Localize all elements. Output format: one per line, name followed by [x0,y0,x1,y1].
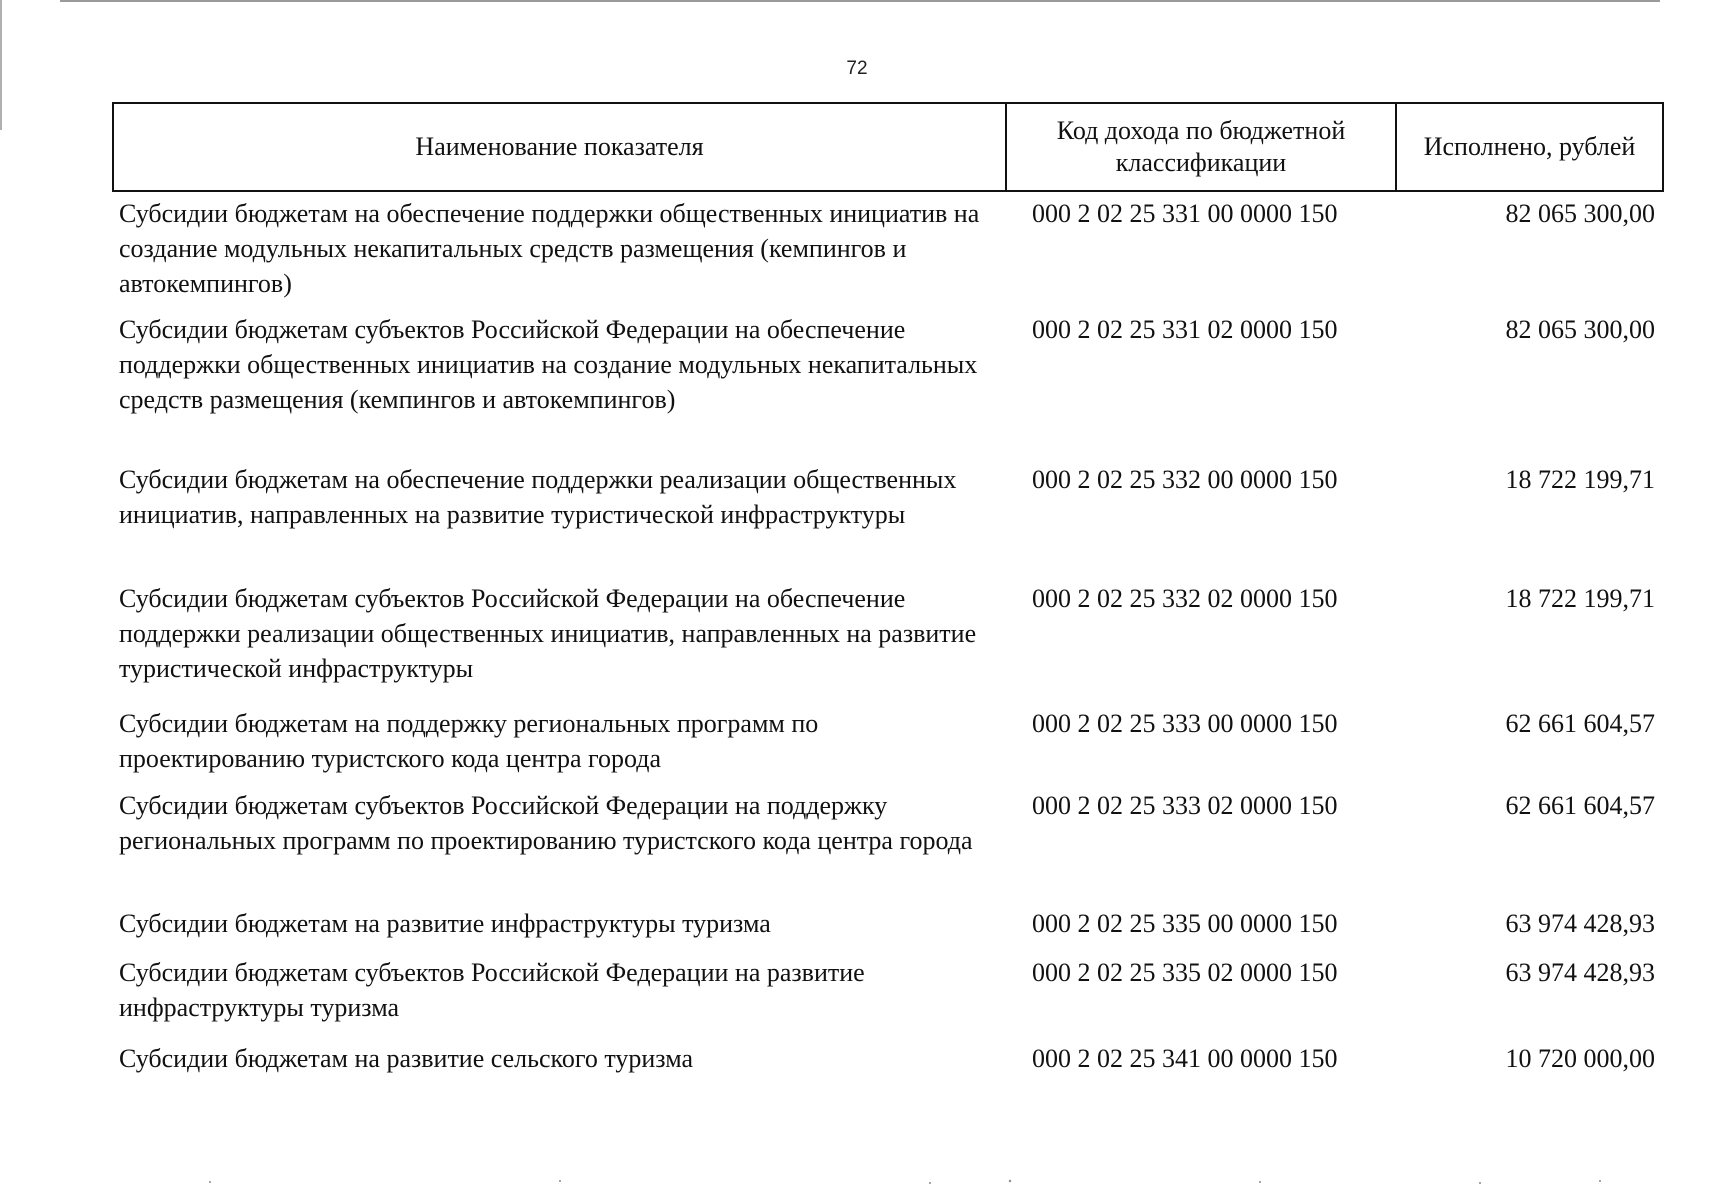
revenue-table [112,102,1664,1101]
row-name: Субсидии бюджетам на обеспечение поддержки общественных инициатив на создание модульных некапитальных средств размещения (кемпингов и автокемпингов) [119,199,980,298]
page-number: 72 [846,58,868,79]
table-row [113,955,1663,1041]
row-amount: 62 661 604,57 [1505,709,1655,738]
table-row [113,906,1663,955]
row-amount: 63 974 428,93 [1505,909,1655,938]
scan-edge-top [60,0,1660,2]
table-row [113,1041,1663,1101]
row-name: Субсидии бюджетам на поддержку региональных программ по проектированию туристского кода центра города [119,709,819,773]
row-code: 000 2 02 25 335 02 0000 150 [1032,958,1338,987]
row-code: 000 2 02 25 341 00 0000 150 [1032,1044,1338,1073]
scan-noise [0,1178,1714,1186]
row-amount: 82 065 300,00 [1505,199,1655,228]
row-name: Субсидии бюджетам субъектов Российской Федерации на обеспечение поддержки реализации общественных инициатив, направленных на развитие туристической инфраструктуры [119,584,977,683]
row-name: Субсидии бюджетам субъектов Российской Федерации на развитие инфраструктуры туризма [119,958,865,1022]
row-name: Субсидии бюджетам на обеспечение поддержки реализации общественных инициатив, направленных на развитие туристической инфраструктуры [119,465,957,529]
header-amount: Исполнено, рублей [1396,103,1663,191]
table-row [113,581,1663,706]
row-name: Субсидии бюджетам субъектов Российской Федерации на поддержку региональных программ по проектированию туристского кода центра города [119,791,973,855]
row-code: 000 2 02 25 332 02 0000 150 [1032,584,1338,613]
row-amount: 82 065 300,00 [1505,315,1655,344]
table-row [113,706,1663,788]
header-code: Код дохода по бюджетной классификации [1006,103,1396,191]
row-name: Субсидии бюджетам субъектов Российской Федерации на обеспечение поддержки общественных инициатив на создание модульных некапитальных средств размещения (кемпингов и автокемпингов) [119,315,978,414]
table-header-row [113,103,1663,191]
row-code: 000 2 02 25 331 02 0000 150 [1032,315,1338,344]
row-code: 000 2 02 25 332 00 0000 150 [1032,465,1338,494]
table-row [113,191,1663,312]
header-name: Наименование показателя [113,103,1006,191]
row-amount: 18 722 199,71 [1505,465,1655,494]
table-row [113,312,1663,462]
row-code: 000 2 02 25 333 02 0000 150 [1032,791,1338,820]
row-amount: 18 722 199,71 [1505,584,1655,613]
row-amount: 62 661 604,57 [1505,791,1655,820]
table-row [113,788,1663,906]
row-name: Субсидии бюджетам на развитие инфраструктуры туризма [119,909,771,938]
row-code: 000 2 02 25 333 00 0000 150 [1032,709,1338,738]
row-amount: 63 974 428,93 [1505,958,1655,987]
row-name: Субсидии бюджетам на развитие сельского туризма [119,1044,694,1073]
row-code: 000 2 02 25 335 00 0000 150 [1032,909,1338,938]
row-amount: 10 720 000,00 [1505,1044,1655,1073]
row-code: 000 2 02 25 331 00 0000 150 [1032,199,1338,228]
table-row [113,462,1663,581]
